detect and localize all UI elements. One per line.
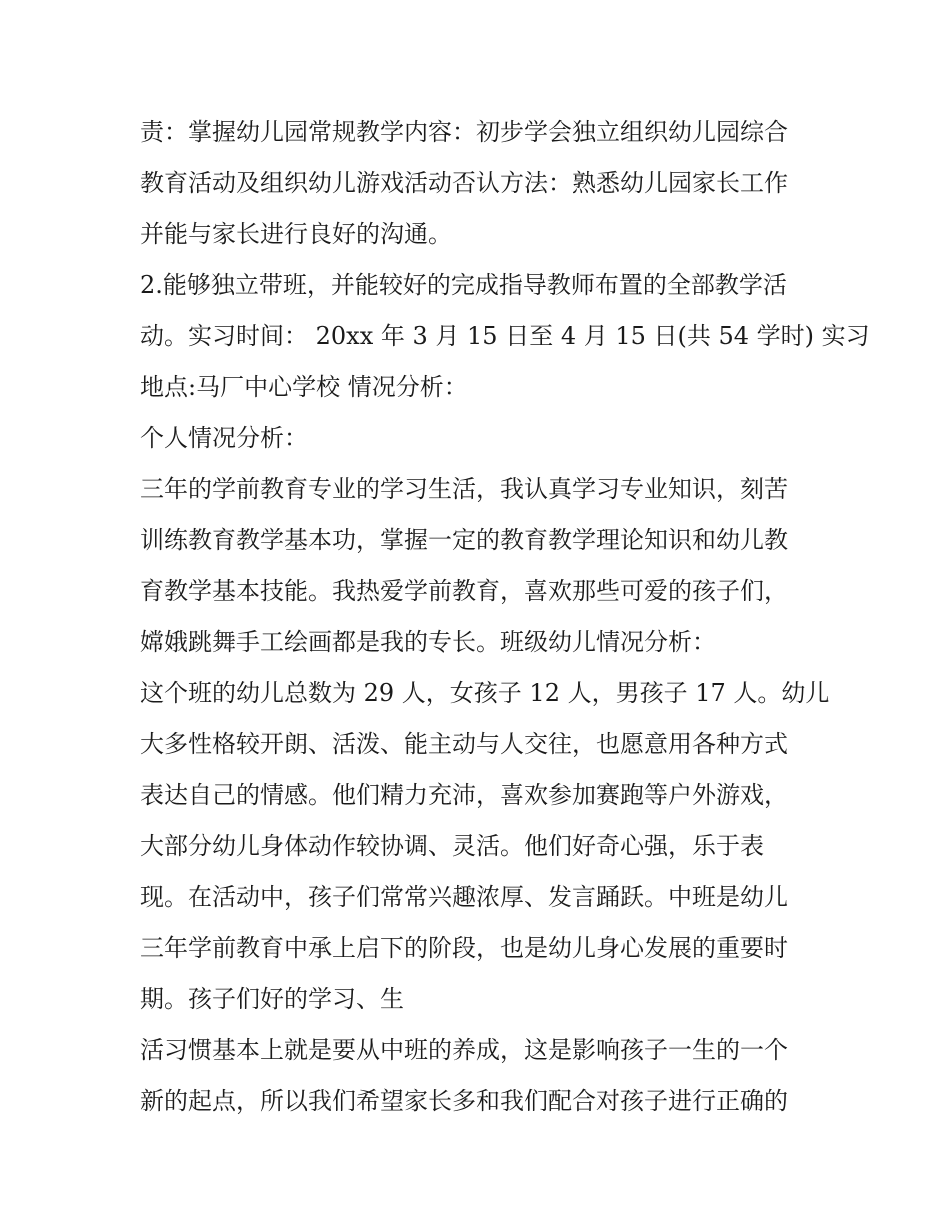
- text-line: 新的起点，所以我们希望家长多和我们配合对孩子进行正确的: [140, 1087, 788, 1115]
- text-line: 训练教育教学基本功，掌握一定的教育教学理论知识和幼儿教: [140, 526, 788, 554]
- text-line: 大多性格较开朗、活泼、能主动与人交往，也愿意用各种方式: [140, 730, 788, 758]
- text-line: 责：掌握幼儿园常规教学内容：初步学会独立组织幼儿园综合: [140, 118, 788, 146]
- text-line: 表达自己的情感。他们精力充沛，喜欢参加赛跑等户外游戏，: [140, 781, 788, 809]
- document-body: [140, 107, 870, 1127]
- text-line: 三年学前教育中承上启下的阶段，也是幼儿身心发展的重要时: [140, 934, 788, 962]
- text-line: 活习惯基本上就是要从中班的养成，这是影响孩子一生的一个: [140, 1036, 788, 1064]
- text-line: 教育活动及组织幼儿游戏活动否认方法：熟悉幼儿园家长工作: [140, 169, 788, 197]
- text-line: 育教学基本技能。我热爱学前教育，喜欢那些可爱的孩子们，: [140, 577, 788, 605]
- text-line: 三年的学前教育专业的学习生活，我认真学习专业知识，刻苦: [140, 475, 788, 503]
- text-line: 动。实习时间： 20xx 年 3 月 15 日至 4 月 15 日(共 54 学时) 实习: [140, 322, 870, 350]
- text-line: 个人情况分析：: [140, 424, 308, 452]
- text-line: 2.能够独立带班，并能较好的完成指导教师布置的全部教学活: [140, 271, 787, 299]
- text-line: 地点:马厂中心学校 情况分析：: [140, 373, 468, 401]
- text-line: 这个班的幼儿总数为 29 人，女孩子 12 人，男孩子 17 人。幼儿: [140, 679, 830, 707]
- text-line: 现。在活动中，孩子们常常兴趣浓厚、发言踊跃。中班是幼儿: [140, 883, 788, 911]
- text-line: 大部分幼儿身体动作较协调、灵活。他们好奇心强，乐于表: [140, 832, 764, 860]
- text-line: 并能与家长进行良好的沟通。: [140, 220, 452, 248]
- text-line: 嫦娥跳舞手工绘画都是我的专长。班级幼儿情况分析：: [140, 628, 716, 656]
- text-line: 期。孩子们好的学习、生: [140, 985, 404, 1013]
